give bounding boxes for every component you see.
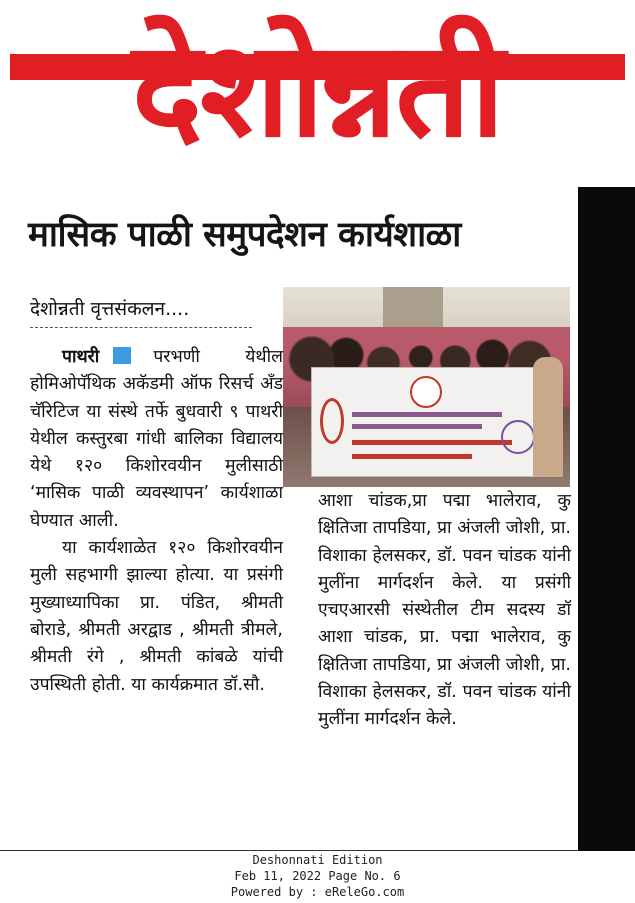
awareness-ribbon-icon xyxy=(320,398,344,444)
banner-text-line xyxy=(352,454,472,459)
article-paragraph-3: आशा चांडक,प्रा पद्मा भालेराव, कु क्षितिजा तापडिया, प्रा अंजली जोशी, प्रा. विशाका हेलसकर, डॉ. पवन चांडक यांनी मुलींना मार्गदर्शन केले. या प्रसंगी एचएआरसी संस्थेतील टीम सदस्य डॉ आशा चांडक, प्रा. पद्मा भालेराव, कु क्षितिजा तापडिया, प्रा अंजली जोशी, प्रा. विशाका हेलसकर, डॉ. पवन चांडक यांनी मुलींना मार्गदर्शन केले. xyxy=(318,491,571,730)
byline-divider xyxy=(30,327,252,328)
footer-divider xyxy=(0,850,578,851)
article-paragraph-1 xyxy=(30,344,283,535)
footer-edition: Deshonnati Edition xyxy=(252,853,383,867)
article-paragraph-2 xyxy=(30,535,283,699)
article-byline: देशोन्नती वृत्तसंकलन.... xyxy=(30,298,190,320)
masthead xyxy=(10,6,625,178)
paragraph-2-text: या कार्यशाळेत १२० किशोरवयीन मुली सहभागी झाल्या होत्या. या प्रसंगी मुख्याध्यापिका प्रा. पंडित, श्रीमती बोराडे, श्रीमती अरद्वाड , श्रीमती त्रीमले, श्रीमती रंगे , श्रीमती कांबळे यांची उपस्थिती होती. या कार्यक्रमात डॉ.सौ. xyxy=(30,538,283,695)
banner-text-line xyxy=(352,412,502,417)
footer xyxy=(0,852,635,900)
dateline-place: पाथरी xyxy=(62,347,100,367)
article-headline: मासिक पाळी समुपदेशन कार्यशाळा xyxy=(28,215,461,255)
masthead-title: देशोन्नती xyxy=(132,13,503,167)
article-column-2 xyxy=(318,488,571,734)
article-photo xyxy=(283,287,570,487)
paragraph-1-text: परभणी येथील होमिओपॅथिक अकॅडमी ऑफ रिसर्च अँड चॅरिटिज या संस्थे तर्फे बुधवारी ९ पाथरी येथील कस्तुरबा गांधी बालिका विद्यालय येथे १२० किशोरवयीन मुलीसाठी ‘मासिक पाळी व्यवस्थापन’ कार्यशाळा घेण्यात आली. xyxy=(30,347,283,531)
banner-text-line xyxy=(352,440,512,445)
footer-date-page: Feb 11, 2022 Page No. 6 xyxy=(234,869,401,883)
dateline-square-icon xyxy=(113,347,131,364)
banner-seal-icon xyxy=(501,420,535,454)
article-column-1 xyxy=(30,344,283,699)
photo-banner xyxy=(311,367,548,477)
footer-powered-by[interactable]: Powered by : eReleGo.com xyxy=(230,885,405,899)
banner-text-line xyxy=(352,424,482,429)
photo-person xyxy=(533,357,563,477)
banner-logo-icon xyxy=(410,376,442,408)
side-black-strip xyxy=(578,187,635,851)
